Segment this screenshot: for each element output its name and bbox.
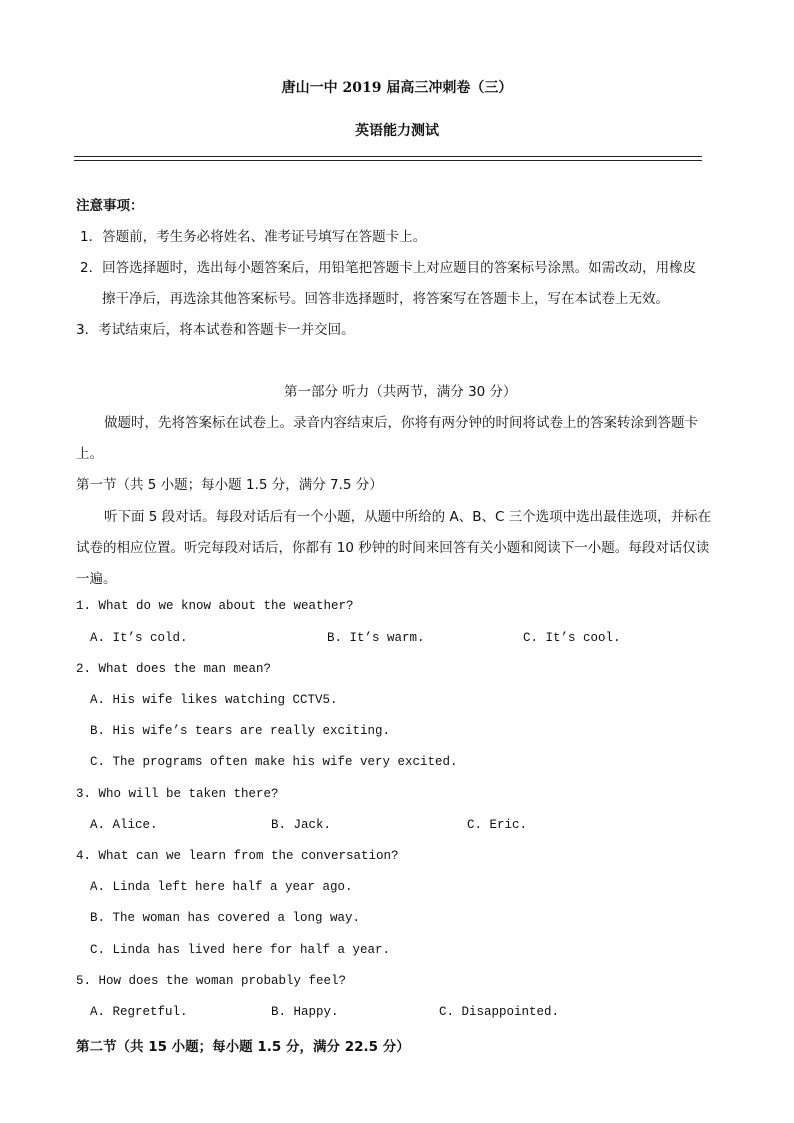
question-4-stem: 4. What can we learn from the conversation? (76, 849, 399, 863)
part1-intro-line-2: 上。 (76, 446, 103, 462)
part1-intro-line-1: 做题时，先将答案标在试卷上。录音内容结束后，你将有两分钟的时间将试卷上的答案转涂到答题卡 (104, 415, 698, 431)
question-3-stem: 3. Who will be taken there? (76, 787, 279, 801)
question-4-option-b: B. The woman has covered a long way. (90, 911, 361, 925)
document-title: 唐山一中 2019 届高三冲刺卷（三） (281, 80, 513, 96)
question-2-option-c: C. The programs often make his wife very excited. (90, 755, 458, 769)
notice-item-3: 3．考试结束后，将本试卷和答题卡一并交回。 (76, 322, 355, 338)
section1-intro-line-1: 听下面 5 段对话。每段对话后有一个小题，从题中所给的 A、B、C 三个选项中选出最佳选项，并标在 (104, 509, 712, 525)
question-1-option-c: C. It’s cool. (523, 631, 621, 645)
notice-item-2-line-1: 2．回答选择题时，选出每小题答案后，用铅笔把答题卡上对应题目的答案标号涂黑。如需改动，用橡皮 (80, 260, 697, 276)
question-5-option-a: A. Regretful. (90, 1005, 188, 1019)
notice-heading: 注意事项： (76, 198, 144, 214)
question-3-option-c: C. Eric. (467, 818, 528, 832)
question-4-option-a: A. Linda left here half a year ago. (90, 880, 353, 894)
section1-intro-line-3: 一遍。 (76, 571, 117, 587)
question-1-option-b: B. It’s warm. (327, 631, 425, 645)
document-subtitle: 英语能力测试 (355, 123, 439, 139)
question-5-option-b: B. Happy. (271, 1005, 339, 1019)
notice-item-1: 1．答题前，考生务必将姓名、准考证号填写在答题卡上。 (80, 229, 427, 245)
section1-heading: 第一节（共 5 小题；每小题 1.5 分，满分 7.5 分） (76, 477, 383, 493)
question-4-option-c: C. Linda has lived here for half a year. (90, 943, 391, 957)
section1-intro-line-2: 试卷的相应位置。听完每段对话后，你都有 10 秒钟的时间来回答有关小题和阅读下一小题。每段对话仅读 (76, 540, 710, 556)
question-5-option-c: C. Disappointed. (439, 1005, 560, 1019)
question-2-option-a: A. His wife likes watching CCTV5. (90, 693, 338, 707)
question-1-option-a: A. It’s cold. (90, 631, 188, 645)
header-divider-bottom (74, 160, 702, 161)
header-divider-top (74, 156, 702, 157)
question-2-stem: 2. What does the man mean? (76, 662, 272, 676)
notice-item-2-line-2: 擦干净后，再选涂其他答案标号。回答非选择题时，将答案写在答题卡上，写在本试卷上无效。 (102, 291, 669, 307)
part1-heading: 第一部分 听力（共两节，满分 30 分） (284, 384, 517, 400)
question-1-stem: 1. What do we know about the weather? (76, 599, 354, 613)
question-5-stem: 5. How does the woman probably feel? (76, 974, 347, 988)
question-2-option-b: B. His wife’s tears are really exciting. (90, 724, 391, 738)
question-3-option-a: A. Alice. (90, 818, 158, 832)
section2-heading: 第二节（共 15 小题；每小题 1.5 分，满分 22.5 分） (76, 1039, 410, 1055)
question-3-option-b: B. Jack. (271, 818, 332, 832)
